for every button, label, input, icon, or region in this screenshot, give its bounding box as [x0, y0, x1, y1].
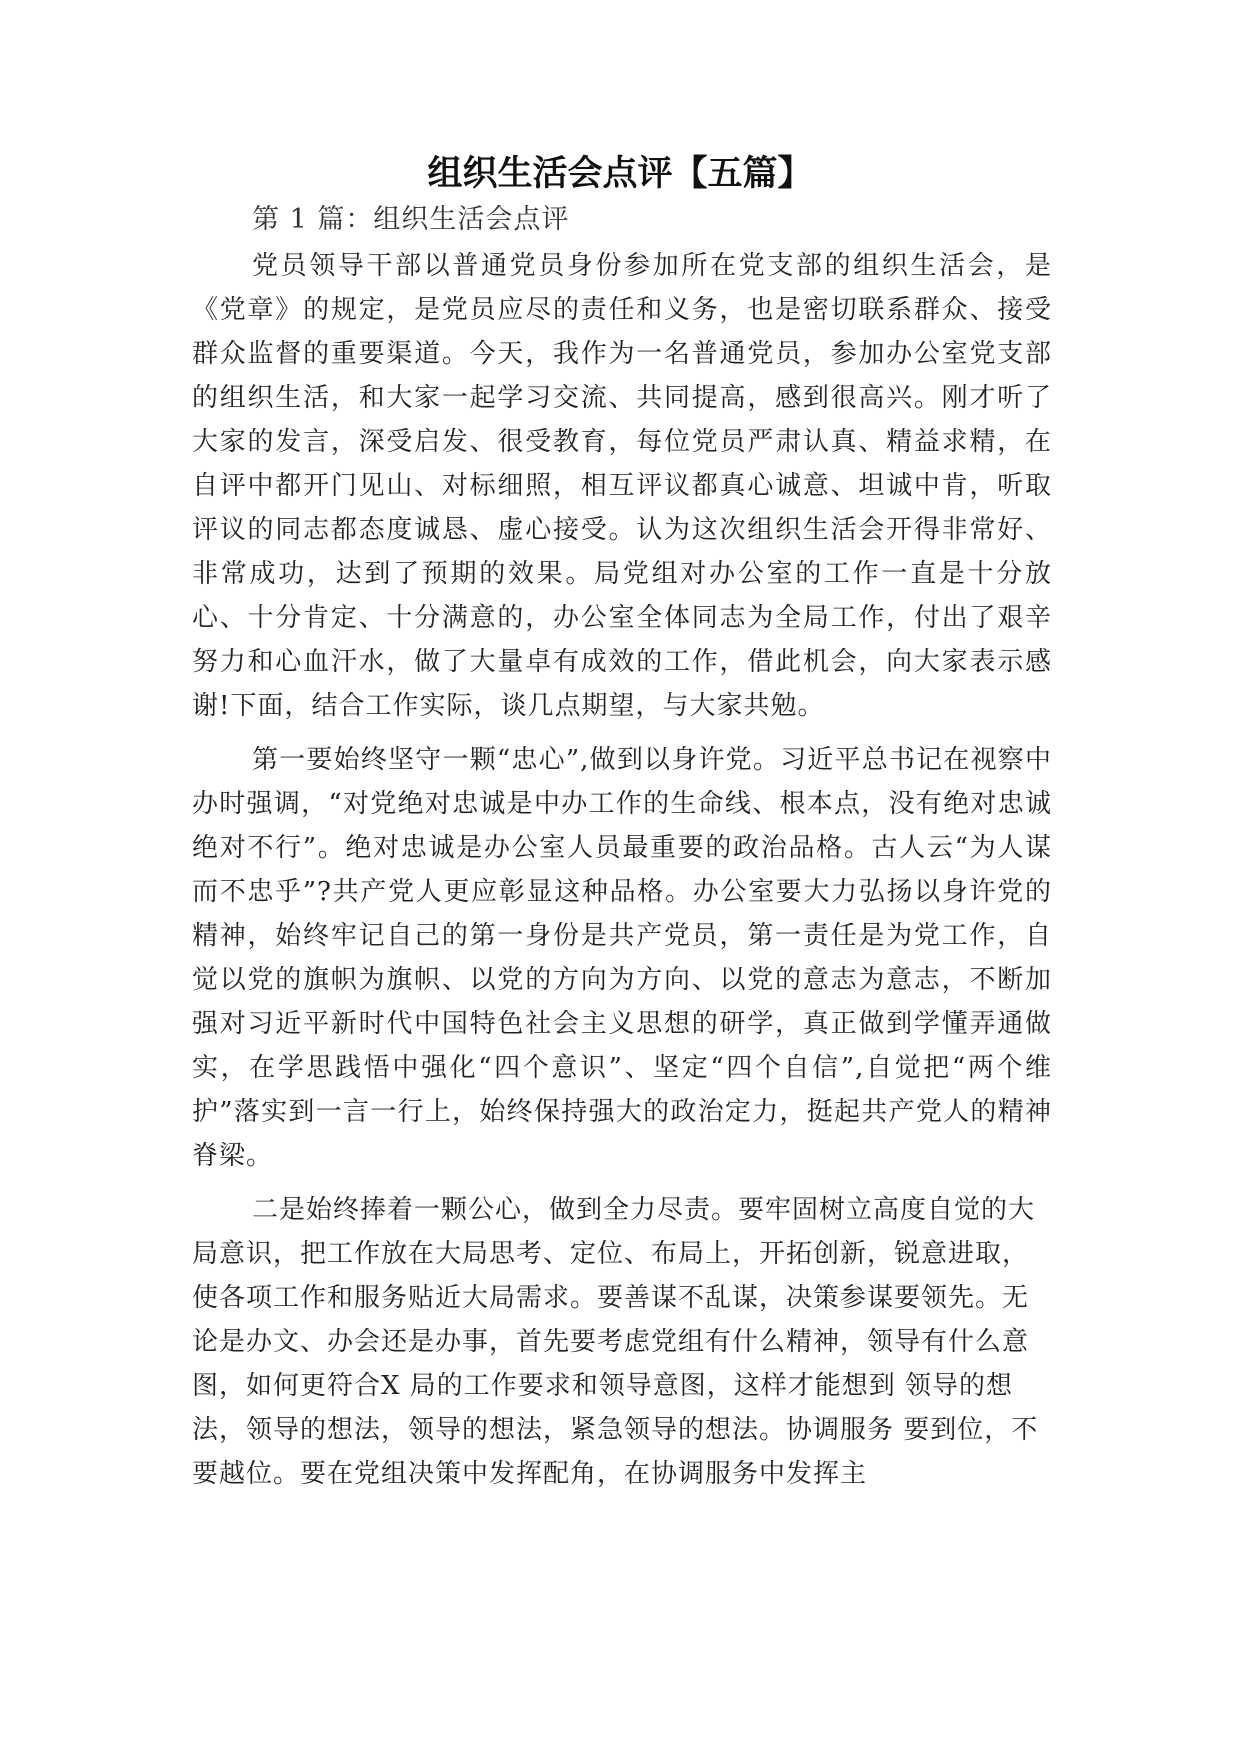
document-body: [192, 244, 1052, 1506]
paragraph-2: 第一要始终坚守一颗“忠心”,做到以身许党。习近平总书记在视察中办时强调，“对党绝对忠诚是中办工作的生命线、根本点，没有绝对忠诚绝对不行”。绝对忠诚是办公室人员最重要的政治品格。古人云“为人谋而不忠乎”?共产党人更应彰显这种品格。办公室要大力弘扬以身许党的精神，始终牢记自己的第一身份是共产党员，第一责任是为党工作，自觉以党的旗帜为旗帜、以党的方向为方向、以党的意志为意志，不断加强对习近平新时代中国特色社会主义思想的研学，真正做到学懂弄通做实，在学思践悟中强化“四个意识”、坚定“四个自信”,自觉把“两个维护”落实到一言一行上，始终保持强大的政治定力，挺起共产党人的精神脊梁。: [192, 745, 1052, 1171]
document-title: 组织生活会点评【五篇】: [427, 154, 813, 194]
paragraph-3: 二是始终捧着一颗公心，做到全力尽责。要牢固树立高度自觉的大局意识，把工作放在大局思考、定位、布局上，开拓创新，锐意进取，使各项工作和服务贴近大局需求。要善谋不乱谋，决策参谋要领先。无论是办文、办会还是办事，首先要考虑党组有什么精神，领导有什么意图，如何更符合X 局的工作要求和领导意图，这样才能想到 领导的想法，领导的想法，领导的想法，紧急领导的想法。协调服务 要到位，不要越位。要在党组决策中发挥配角，在协调服务中发挥主: [192, 1195, 1039, 1489]
paragraph-1: 党员领导干部以普通党员身份参加所在党支部的组织生活会，是《党章》的规定，是党员应尽的责任和义务，也是密切联系群众、接受群众监督的重要渠道。今天，我作为一名普通党员，参加办公室党支部的组织生活，和大家一起学习交流、共同提高，感到很高兴。刚才听了大家的发言，深受启发、很受教育，每位党员严肃认真、精益求精，在自评中都开门见山、对标细照，相互评议都真心诚意、坦诚中肯，听取评议的同志都态度诚恳、虚心接受。认为这次组织生活会开得非常好、非常成功，达到了预期的效果。局党组对办公室的工作一直是十分放心、十分肯定、十分满意的，办公室全体同志为全局工作，付出了艰辛努力和心血汗水，做了大量卓有成效的工作，借此机会，向大家表示感谢!下面，结合工作实际，谈几点期望，与大家共勉。: [192, 251, 1052, 721]
section-heading: 第 1 篇：组织生活会点评: [252, 204, 570, 235]
